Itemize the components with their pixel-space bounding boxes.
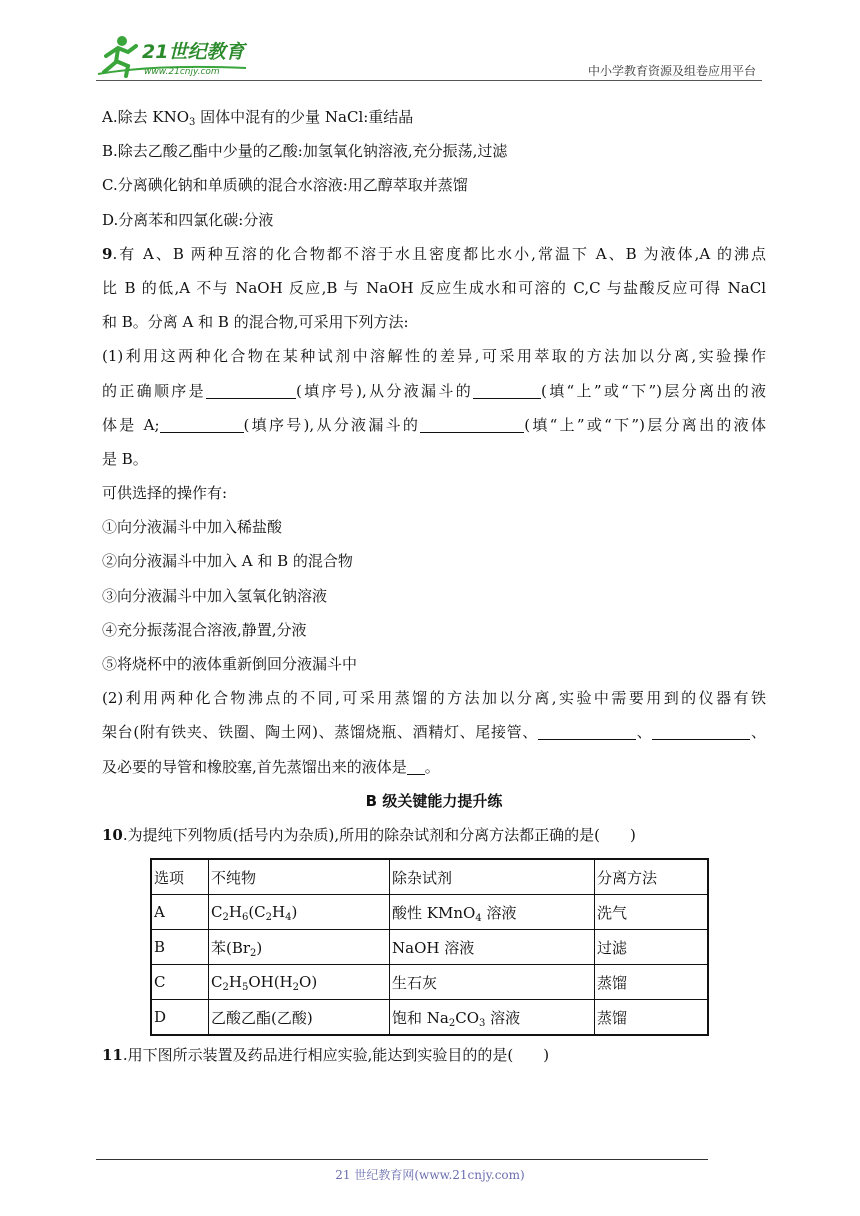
answer-blank[interactable]: [420, 414, 524, 433]
table-cell-reagent: 酸性 KMnO$_4$ 溶液: [390, 895, 595, 930]
q9-stem-line-1: 9.有 A、B 两种互溶的化合物都不溶于水且密度都比水小,常温下 A、B 为液体,A 的沸点: [102, 244, 766, 263]
q9-op-3: ③向分液漏斗中加入氢氧化钠溶液: [102, 586, 328, 605]
q9-part1-line-2: 的正确顺序是 (填序号),从分液漏斗的 (填“上”或“下”)层分离出的液: [102, 381, 766, 400]
q11-stem: 11.用下图所示装置及药品进行相应实验,能达到实验目的的是( ): [102, 1046, 550, 1065]
q9-part2-line-1: (2)利用两种化合物沸点的不同,可采用蒸馏的方法加以分离,实验中需要用到的仪器有铁: [102, 689, 766, 708]
table-cell-reagent: 生石灰: [390, 965, 595, 1000]
q9-part2-line-2: 架台(附有铁夹、铁圈、陶土网)、蒸馏烧瓶、酒精灯、尾接管、 、 、: [102, 723, 766, 742]
table-row: [151, 965, 708, 1000]
q10-table: [150, 858, 709, 1036]
header-platform-text: 中小学教育资源及组卷应用平台: [587, 64, 756, 78]
table-header-cell: 分离方法: [595, 859, 709, 895]
table-cell-impure: 乙酸乙酯(乙酸): [209, 1000, 390, 1036]
q9-ops-title: 可供选择的操作有:: [102, 484, 228, 503]
section-title: B 级关键能力提升练: [365, 791, 503, 810]
q9-stem-line-3: 和 B。分离 A 和 B 的混合物,可采用下列方法:: [102, 313, 409, 332]
table-cell-method: 蒸馏: [595, 1000, 709, 1036]
q9-op-4: ④充分振荡混合溶液,静置,分液: [102, 620, 307, 639]
footer-divider: [96, 1159, 708, 1160]
q10-number: 10: [102, 825, 123, 844]
site-logo: [96, 34, 266, 80]
q9-stem-line-2: 比 B 的低,A 不与 NaOH 反应,B 与 NaOH 反应生成水和可溶的 C,C 与盐酸反应可得 NaCl: [102, 278, 766, 297]
answer-blank[interactable]: [206, 380, 296, 399]
q9-number: 9: [102, 244, 113, 263]
q9-part1-line-3: 体是 A; (填序号),从分液漏斗的 (填“上”或“下”)层分离出的液体: [102, 415, 766, 434]
q9-part2-line-3: 及必要的导管和橡胶塞,首先蒸馏出来的液体是 。: [102, 757, 440, 776]
table-header-cell: 选项: [151, 859, 209, 895]
table-cell-reagent: 饱和 $Na_2CO_3$ 溶液: [390, 1000, 595, 1036]
footer-text: 21 世纪教育网(www.21cnjy.com): [335, 1168, 525, 1182]
table-cell-option: C: [151, 965, 209, 1000]
q11-number: 11: [102, 1046, 123, 1065]
table-cell-option: B: [151, 930, 209, 965]
table-row: [151, 930, 708, 965]
logo-text: 21世纪教育: [142, 41, 245, 63]
logo-url: www.21cnjy.com: [144, 67, 220, 77]
table-header-cell: 除杂试剂: [390, 859, 595, 895]
table-header-cell: 不纯物: [209, 859, 390, 895]
answer-blank[interactable]: [160, 414, 244, 433]
table-cell-impure: 苯$(Br_2)$: [209, 930, 390, 965]
table-cell-reagent: NaOH 溶液: [390, 930, 595, 965]
table-cell-option: D: [151, 1000, 209, 1036]
table-cell-impure: $C_2H_6(C_2H_4)$: [209, 895, 390, 930]
table-row: [151, 895, 708, 930]
table-row: [151, 1000, 708, 1036]
q9-op-1: ①向分液漏斗中加入稀盐酸: [102, 518, 283, 537]
q8-option-d: D.分离苯和四氯化碳:分液: [102, 210, 274, 229]
answer-blank[interactable]: [473, 380, 541, 399]
header-divider: [96, 80, 762, 81]
table-cell-option: A: [151, 895, 209, 930]
page-content: [102, 100, 766, 1072]
q8-option-a: A.除去 $KNO_3$ 固体中混有的少量 NaCl:重结晶: [102, 108, 414, 128]
table-cell-method: 洗气: [595, 895, 709, 930]
table-cell-method: 蒸馏: [595, 965, 709, 1000]
q8-option-c: C.分离碘化钠和单质碘的混合水溶液:用乙醇萃取并蒸馏: [102, 176, 468, 195]
table-cell-method: 过滤: [595, 930, 709, 965]
table-cell-impure: $C_2H_5OH(H_2O)$: [209, 965, 390, 1000]
q10-stem: 10.为提纯下列物质(括号内为杂质),所用的除杂试剂和分离方法都正确的是( ): [102, 825, 636, 844]
answer-blank[interactable]: [407, 756, 425, 775]
q9-op-5: ⑤将烧杯中的液体重新倒回分液漏斗中: [102, 655, 358, 673]
q9-part1-line-1: (1)利用这两种化合物在某种试剂中溶解性的差异,可采用萃取的方法加以分离,实验操作: [102, 347, 766, 366]
answer-blank[interactable]: [652, 721, 750, 740]
q8-option-b: B.除去乙酸乙酯中少量的乙酸:加氢氧化钠溶液,充分振荡,过滤: [102, 142, 508, 161]
q9-part1-line-4: 是 B。: [102, 449, 148, 468]
answer-blank[interactable]: [538, 721, 636, 740]
table-header-row: [151, 859, 708, 895]
q9-op-2: ②向分液漏斗中加入 A 和 B 的混合物: [102, 552, 353, 571]
